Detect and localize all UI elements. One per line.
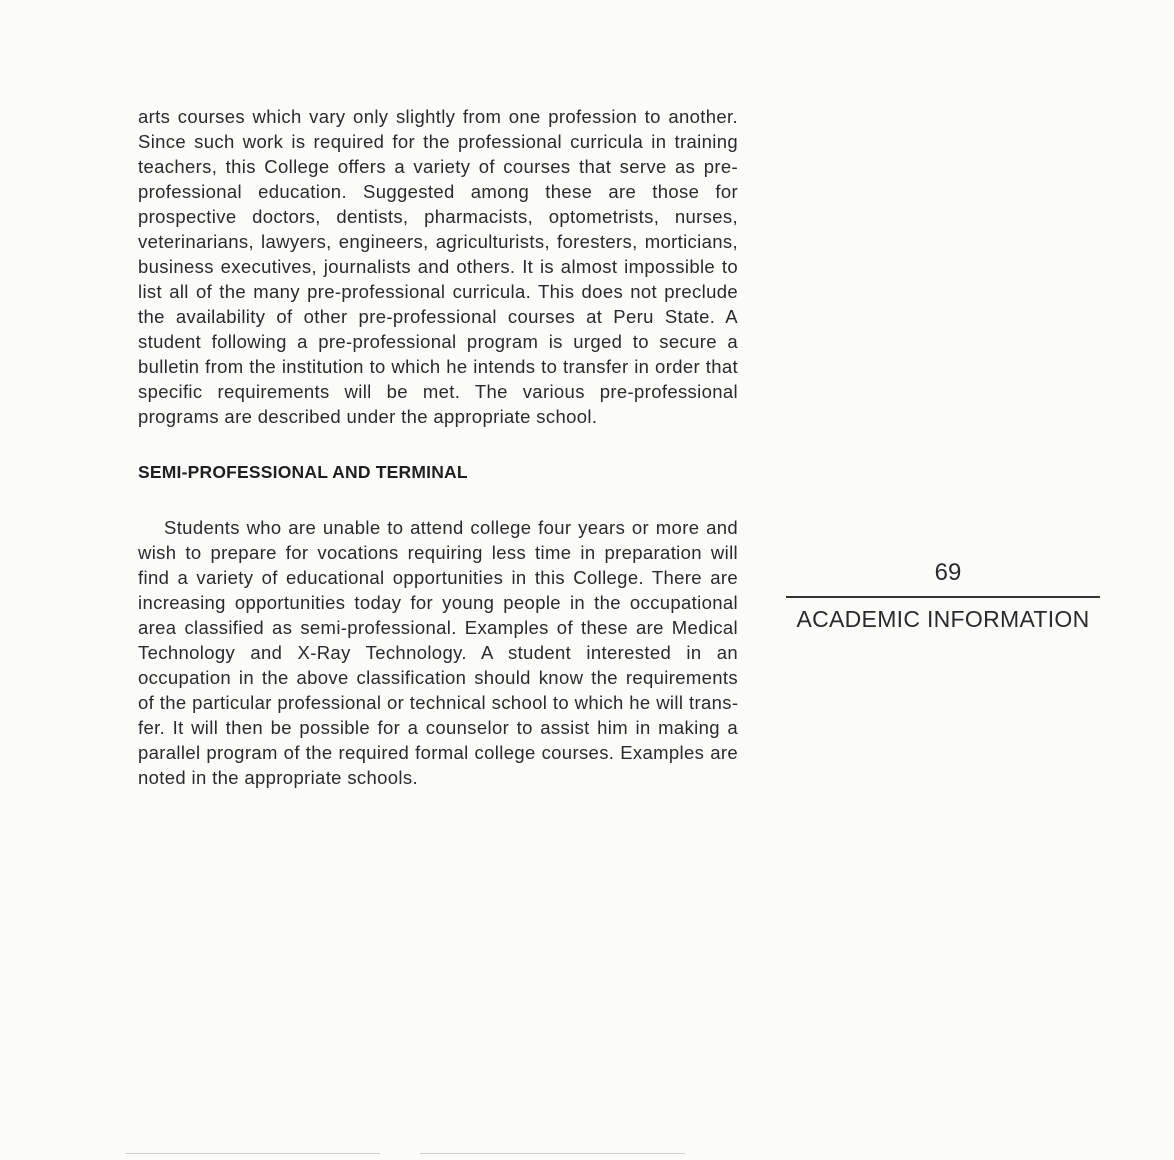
paragraph-pre-professional: arts courses which vary only slightly from one profession to another. Since such work is required for the professional curricula in training teachers, this College offers a variety of courses that serve as pre-professional education. Suggested among these are those for prospective doctors, dentists, pharmacists, optometrists, nurses, veterinarians, lawyers, engineers, agriculturists, foresters, morticians, business executives, journalists and others. It is almost impossible to list all of the many pre-professional curricula. This does not preclude the availability of other pre-professional courses at Peru State. A student following a pre-professional program is urged to secure a bulletin from the institution to which he intends to transfer in order that specific requirements will be met. The various pre-professional programs are described under the appropriate school. <box>138 106 738 427</box>
section-heading: SEMI-PROFESSIONAL AND TERMINAL <box>138 462 468 482</box>
margin-header <box>786 558 1100 633</box>
running-head: ACADEMIC INFORMATION <box>796 606 1090 632</box>
header-rule <box>786 596 1100 598</box>
page-number: 69 <box>934 559 962 586</box>
main-text-column <box>138 104 738 790</box>
scan-edge-marks <box>125 1153 685 1155</box>
scan-mark <box>420 1153 685 1154</box>
scan-mark <box>125 1153 380 1154</box>
paragraph-semi-professional: Students who are unable to attend college four years or more and wish to prepare for vocations requiring less time in preparation will find a variety of educational opportunities in this College. There are increasing opportunities today for young people in the occupational area classified as semi-professional. Examples of these are Medical Technology and X-Ray Technology. A student interested in an occupation in the above classification should know the requirements of the particular professional or technical school to which he will transfer. It will then be possible for a counselor to assist him in making a parallel program of the required formal college courses. Examples are noted in the appropriate schools. <box>138 517 738 788</box>
